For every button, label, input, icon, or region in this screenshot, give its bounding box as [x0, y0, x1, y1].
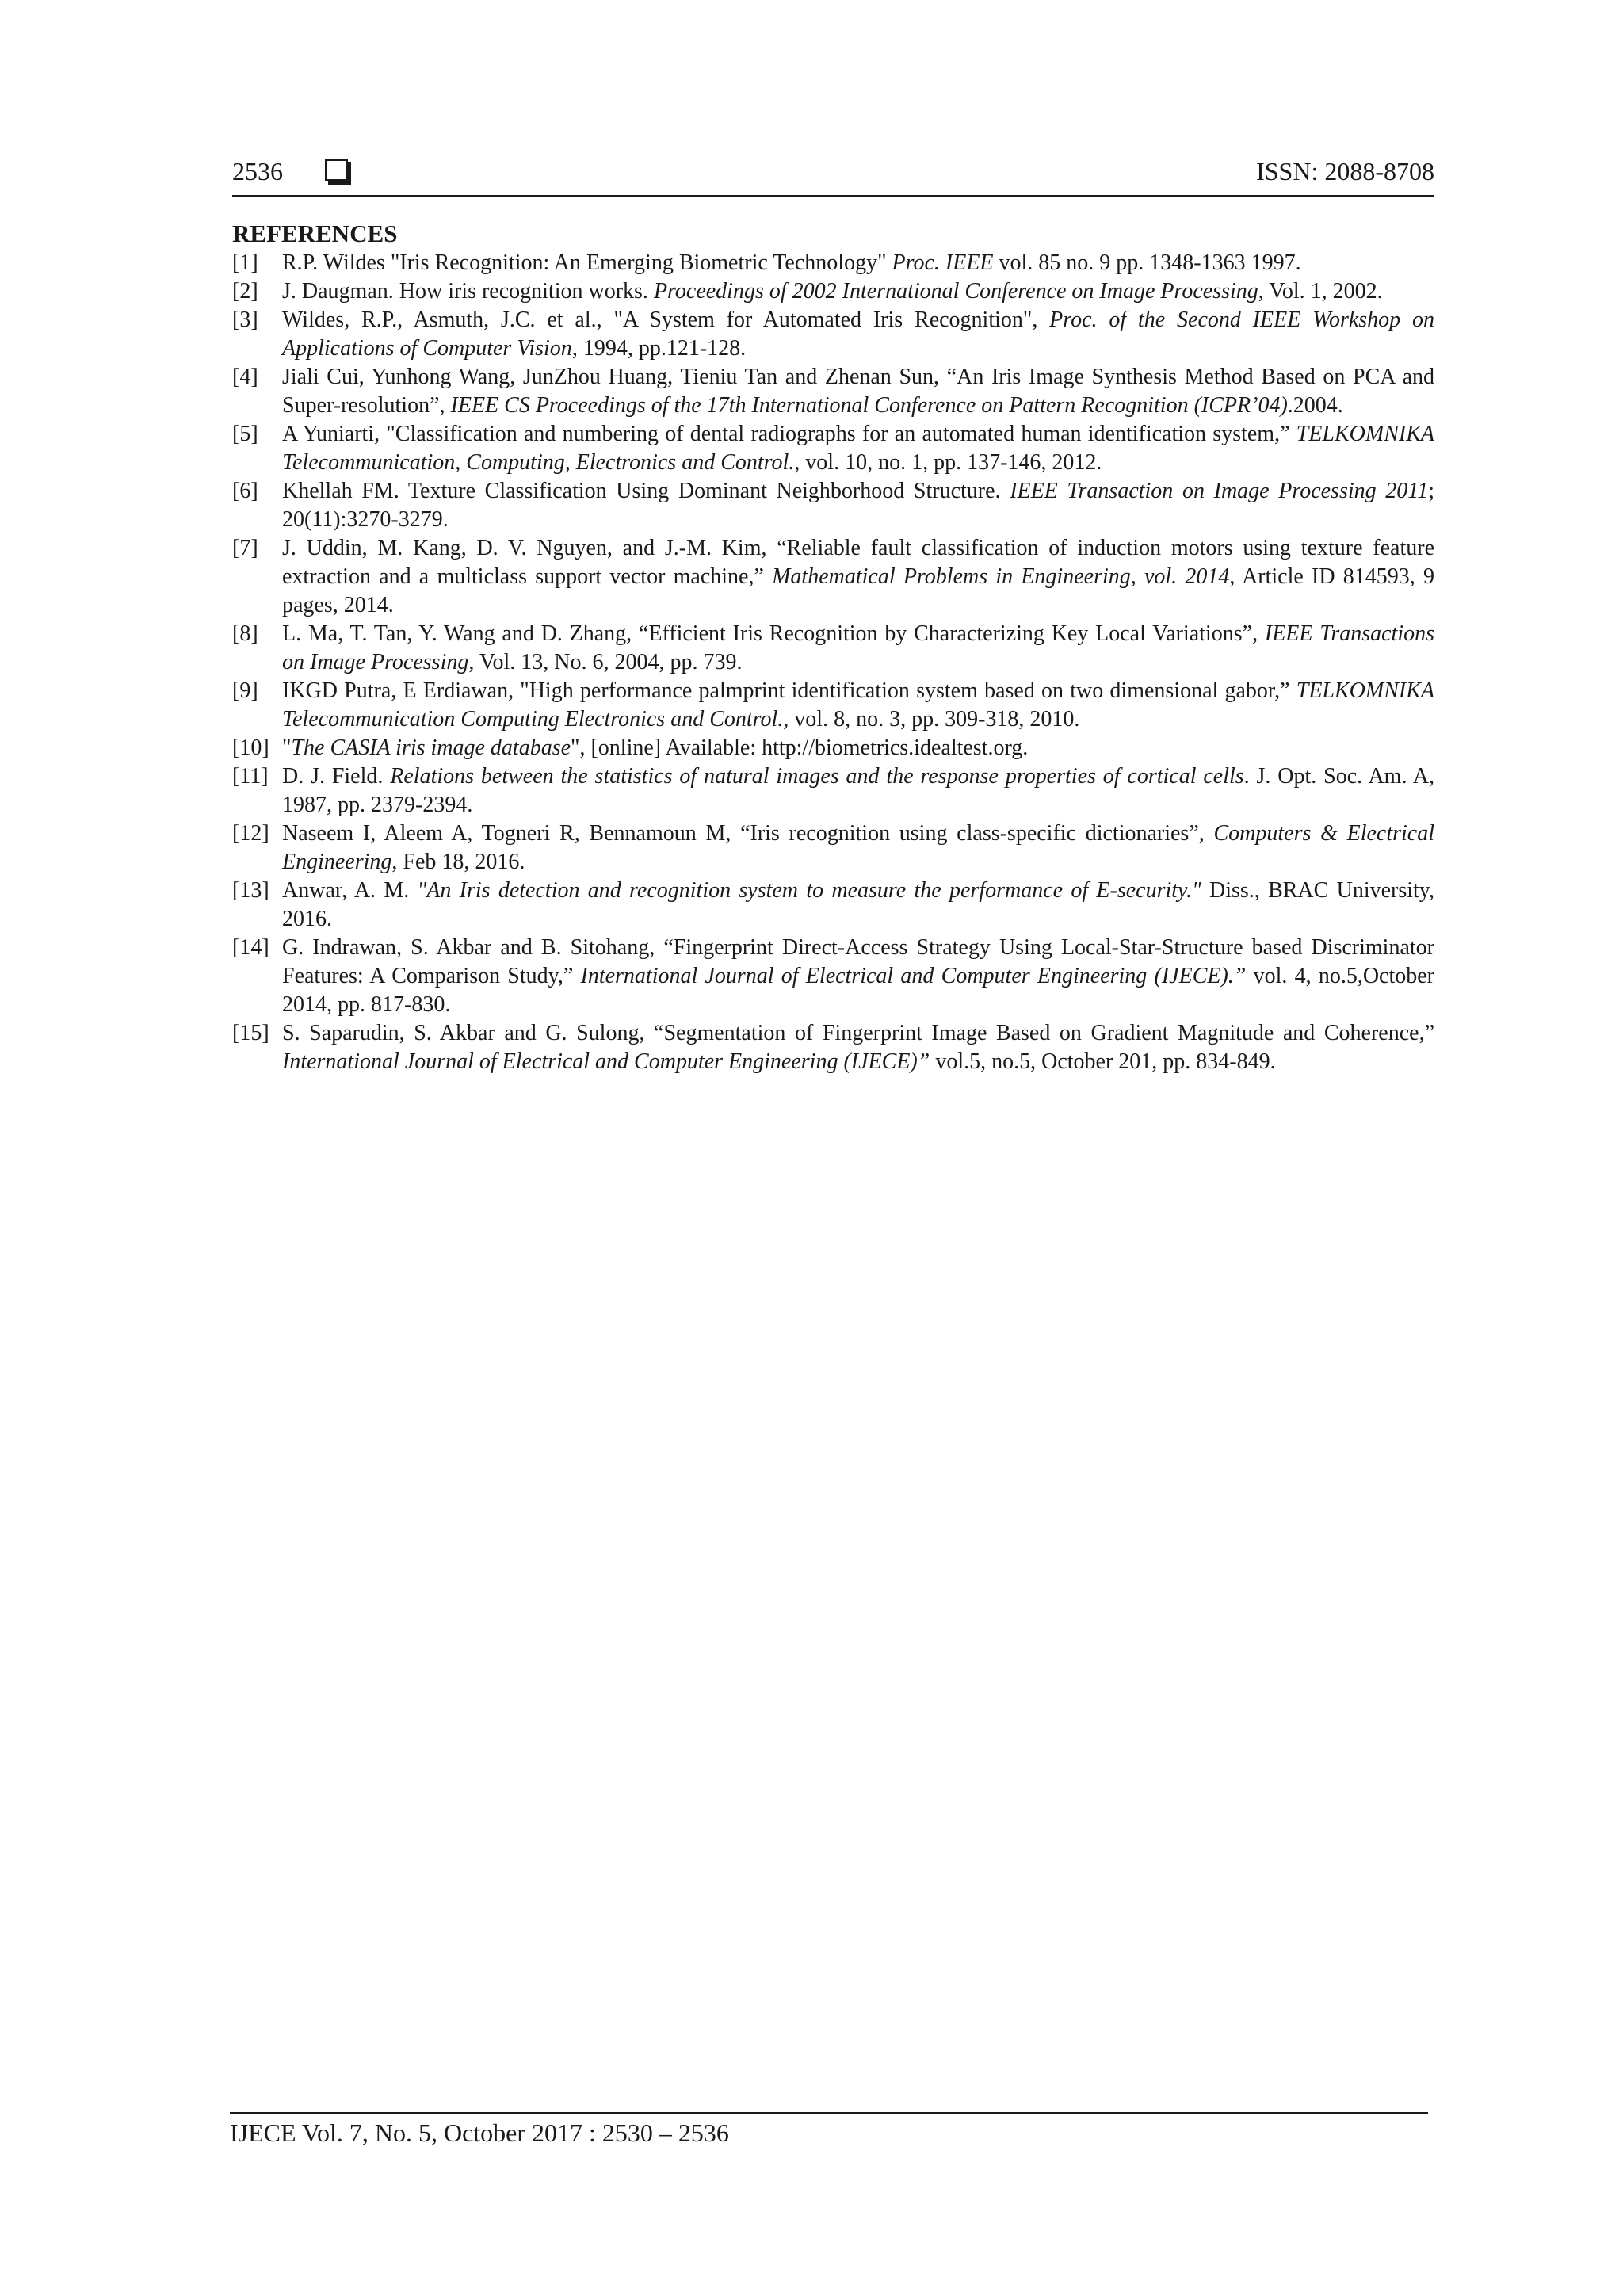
reference-text: vol. 85 no. 9 pp. 1348-1363 1997.	[993, 250, 1301, 275]
reference-text: , Feb 18, 2016.	[391, 850, 525, 874]
reference-text: "	[282, 735, 292, 760]
page-header	[232, 155, 1434, 197]
reference-number: [15]	[232, 1021, 269, 1045]
reference-text: , Article ID 814593, 9 pages, 2014.	[282, 564, 1434, 617]
reference-item	[232, 306, 1434, 363]
reference-venue: IEEE Transactions on Image Processing	[282, 621, 1434, 674]
reference-text: Wildes, R.P., Asmuth, J.C. et al., "A System for Automated Iris Recognition",	[282, 308, 1050, 332]
reference-number: [8]	[232, 621, 258, 646]
reference-item	[232, 277, 1434, 306]
reference-number: [12]	[232, 821, 269, 846]
reference-item	[232, 734, 1434, 762]
reference-venue: International Journal of Electrical and Computer Engineering (IJECE).”	[580, 964, 1247, 988]
reference-venue: International Journal of Electrical and Computer Engineering (IJECE)”	[282, 1049, 930, 1074]
reference-item	[232, 620, 1434, 677]
reference-item	[232, 477, 1434, 534]
reference-list	[232, 249, 1434, 1076]
reference-venue: Proc. IEEE	[892, 250, 994, 275]
reference-text: , 1994, pp.121-128.	[571, 336, 747, 361]
reference-text: J. Daugman. How iris recognition works.	[282, 279, 654, 304]
reference-text: , Vol. 13, No. 6, 2004, pp. 739.	[468, 650, 743, 674]
reference-number: [13]	[232, 878, 269, 903]
page-footer	[230, 2112, 1428, 2149]
reference-text: R.P. Wildes "Iris Recognition: An Emerging Biometric Technology"	[282, 250, 892, 275]
reference-text: vol.5, no.5, October 201, pp. 834-849.	[930, 1049, 1276, 1074]
reference-text: Anwar, A. M.	[282, 878, 418, 903]
reference-text: G. Indrawan, S. Akbar and B. Sitohang, “Fingerprint Direct-Access Strategy Using Local-Star-Structure based Discriminator Features: A Comparison Study,”	[282, 935, 1434, 988]
reference-number: [3]	[232, 308, 258, 332]
reference-venue: IEEE Transaction on Image Processing 2011	[1010, 479, 1429, 503]
reference-venue: The CASIA iris image database	[291, 735, 571, 760]
reference-venue: "An Iris detection and recognition system to measure the performance of E-security."	[417, 878, 1201, 903]
reference-text: , Vol. 1, 2002.	[1258, 279, 1383, 304]
references-section	[232, 219, 1434, 1076]
reference-venue: Proceedings of 2002 International Conference on Image Processing	[653, 279, 1258, 304]
reference-venue: IEEE CS Proceedings of the 17th International Conference on Pattern Recognition (ICPR’04)	[450, 393, 1288, 418]
reference-number: [7]	[232, 536, 258, 560]
reference-item	[232, 249, 1434, 277]
reference-number: [4]	[232, 365, 258, 389]
reference-item	[232, 934, 1434, 1019]
reference-text: S. Saparudin, S. Akbar and G. Sulong, “Segmentation of Fingerprint Image Based on Gradient Magnitude and Coherence,”	[282, 1021, 1434, 1045]
reference-text: Diss., BRAC University, 2016.	[282, 878, 1434, 931]
reference-item	[232, 1019, 1434, 1076]
reference-text: ", [online] Available: http://biometrics.idealtest.org.	[571, 735, 1029, 760]
reference-text: vol. 8, no. 3, pp. 309-318, 2010.	[789, 707, 1080, 732]
reference-venue: Proc. of the Second IEEE Workshop on Applications of Computer Vision	[282, 308, 1434, 361]
reference-venue: Mathematical Problems in Engineering, vol. 2014	[772, 564, 1230, 589]
references-heading: REFERENCES	[232, 220, 398, 247]
reference-text: D. J. Field.	[282, 764, 391, 789]
reference-item	[232, 819, 1434, 877]
reference-number: [2]	[232, 279, 258, 304]
reference-item	[232, 762, 1434, 819]
reference-number: [6]	[232, 479, 258, 503]
reference-item	[232, 677, 1434, 734]
journal-citation: IJECE Vol. 7, No. 5, October 2017 : 2530 – 2536	[230, 2118, 729, 2147]
issn-label: ISSN: 2088-8708	[1256, 157, 1434, 185]
reference-number: [14]	[232, 935, 269, 960]
reference-text: ; 20(11):3270-3279.	[282, 479, 1434, 532]
reference-text: L. Ma, T. Tan, Y. Wang and D. Zhang, “Efficient Iris Recognition by Characterizing Key Local Variations”,	[282, 621, 1265, 646]
reference-text: IKGD Putra, E Erdiawan, "High performance palmprint identification system based on two dimensional gabor,”	[282, 678, 1296, 703]
reference-text: vol. 10, no. 1, pp. 137-146, 2012.	[800, 450, 1102, 475]
reference-item	[232, 877, 1434, 934]
reference-venue: TELKOMNIKA Telecommunication Computing Electronics and Control.,	[282, 678, 1434, 732]
reference-text: A Yuniarti, "Classification and numbering of dental radiographs for an automated human identification system,”	[282, 422, 1296, 446]
reference-text: J. Uddin, M. Kang, D. V. Nguyen, and J.-M. Kim, “Reliable fault classification of induction motors using texture feature extraction and a multiclass support vector machine,”	[282, 536, 1434, 589]
reference-number: [10]	[232, 735, 269, 760]
reference-text: .2004.	[1287, 393, 1343, 418]
reference-number: [5]	[232, 422, 258, 446]
reference-venue: Relations between the statistics of natural images and the response properties of cortical cells	[390, 764, 1244, 789]
reference-number: [1]	[232, 250, 258, 275]
reference-text: Khellah FM. Texture Classification Using Dominant Neighborhood Structure.	[282, 479, 1010, 503]
reference-number: [9]	[232, 678, 258, 703]
reference-text: vol. 4, no.5,October 2014, pp. 817-830.	[282, 964, 1434, 1017]
reference-item	[232, 363, 1434, 420]
reference-text: Jiali Cui, Yunhong Wang, JunZhou Huang, Tieniu Tan and Zhenan Sun, “An Iris Image Synthesis Method Based on PCA and Super-resolution”,	[282, 365, 1434, 418]
reference-venue: Computers & Electrical Engineering	[282, 821, 1434, 874]
page-number: 2536	[232, 157, 283, 185]
reference-text: Naseem I, Aleem A, Togneri R, Bennamoun M, “Iris recognition using class-specific dictionaries”,	[282, 821, 1214, 846]
reference-item	[232, 534, 1434, 620]
square-bullet-icon	[325, 159, 348, 181]
reference-number: [11]	[232, 764, 269, 789]
reference-text: . J. Opt. Soc. Am. A, 1987, pp. 2379-2394.	[282, 764, 1434, 817]
reference-item	[232, 420, 1434, 477]
reference-venue: TELKOMNIKA Telecommunication, Computing, Electronics and Control.,	[282, 422, 1434, 475]
